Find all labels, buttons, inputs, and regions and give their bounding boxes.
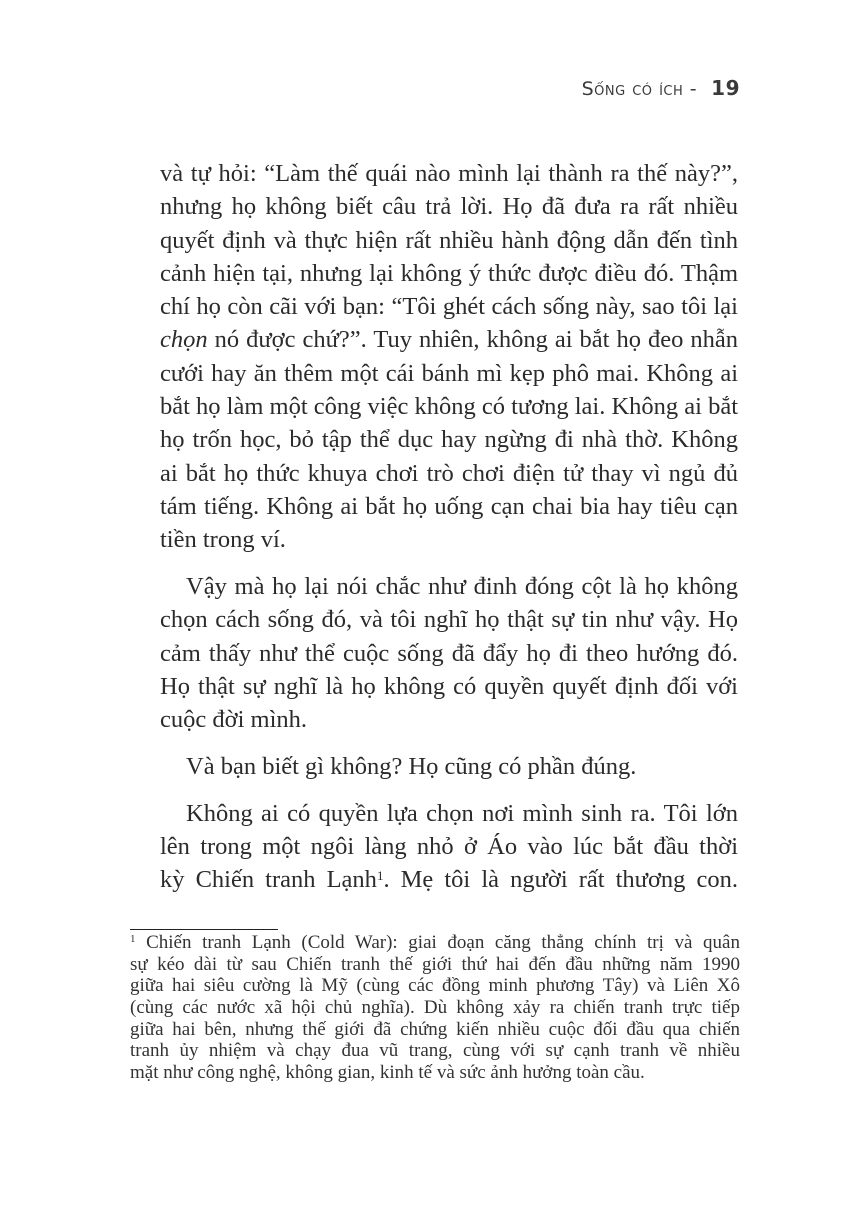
text-line <box>160 390 738 423</box>
body-text <box>160 157 738 910</box>
text-segment: cưới hay ăn thêm một cái bánh mì kẹp phô mai. Không ai <box>160 359 738 387</box>
text-segment: (cùng các nước xã hội chủ nghĩa). Dù không xảy ra chiến tranh trực tiếp <box>130 997 740 1019</box>
text-line <box>130 1062 740 1084</box>
text-segment: tám tiếng. Không ai bắt họ uống cạn chai bia hay tiêu cạn <box>160 492 738 520</box>
emphasis-text: chọn <box>160 326 208 354</box>
text-line <box>160 670 738 703</box>
text-line <box>130 1019 740 1041</box>
text-segment: mặt như công nghệ, không gian, kinh tế và sức ảnh hưởng toàn cầu. <box>130 1062 645 1084</box>
text-line <box>130 954 740 976</box>
footnote <box>130 932 740 1084</box>
text-line <box>130 1040 740 1062</box>
text-line <box>130 997 740 1019</box>
text-segment: kỳ Chiến tranh Lạnh <box>160 866 377 894</box>
text-segment: quyết định và thực hiện rất nhiều hành động dẫn đến tình <box>160 226 738 254</box>
text-segment: Không ai có quyền lựa chọn nơi mình sinh ra. Tôi lớn <box>186 799 738 827</box>
text-segment: tiền trong ví. <box>160 526 286 554</box>
text-line <box>160 224 738 257</box>
text-segment: Họ thật sự nghĩ là họ không có quyền quyết định đối với <box>160 672 738 700</box>
paragraph <box>160 750 738 783</box>
text-line <box>160 750 738 783</box>
text-line <box>130 932 740 954</box>
text-line <box>160 423 738 456</box>
text-segment: cảm thấy như thể cuộc sống đã đẩy họ đi theo hướng đó. <box>160 639 738 667</box>
text-line <box>160 323 738 356</box>
text-segment: chí họ còn cãi với bạn: “Tôi ghét cách sống này, sao tôi lại <box>160 293 738 321</box>
text-segment: nó được chứ?”. Tuy nhiên, không ai bắt họ đeo nhẫn <box>207 326 738 354</box>
text-segment: sự kéo dài từ sau Chiến tranh thế giới thứ hai đến đầu những năm 1990 <box>130 953 740 975</box>
text-line <box>160 257 738 290</box>
text-line <box>130 975 740 997</box>
paragraph <box>160 797 738 897</box>
footnote-divider <box>130 929 278 930</box>
text-segment: bắt họ làm một công việc không có tương lai. Không ai bắt <box>160 393 739 421</box>
footnote-marker[interactable]: 1 <box>130 933 136 945</box>
text-line <box>160 357 738 390</box>
paragraph <box>160 157 738 557</box>
text-line <box>160 830 738 863</box>
text-line <box>160 290 738 323</box>
text-line <box>160 457 738 490</box>
paragraph <box>160 570 738 736</box>
text-segment: và tự hỏi: “Làm thế quái nào mình lại thành ra thế này?”, <box>160 160 738 187</box>
text-line <box>160 190 738 223</box>
text-segment: cảnh hiện tại, nhưng lại không ý thức được điều đó. Thậm <box>160 259 738 287</box>
text-line <box>160 523 738 556</box>
page-number: 19 <box>711 76 740 100</box>
text-segment: cuộc đời mình. <box>160 706 307 734</box>
text-segment: Chiến tranh Lạnh (Cold War): giai đoạn căng thẳng chính trị và quân <box>135 932 740 953</box>
text-segment: giữa hai bên, nhưng thế giới đã chứng kiến nhiều cuộc đối đầu qua chiến <box>130 1018 740 1040</box>
text-line <box>160 703 738 736</box>
running-header <box>582 76 740 100</box>
text-segment: họ trốn học, bỏ tập thể dục hay ngừng đi nhà thờ. Không <box>160 426 738 454</box>
running-title: Sống có ích - <box>581 78 698 100</box>
text-segment: tranh ủy nhiệm và chạy đua vũ trang, cùng với sự cạnh tranh về nhiều <box>130 1040 740 1062</box>
text-line <box>160 863 738 896</box>
text-segment: giữa hai siêu cường là Mỹ (cùng các đồng minh phương Tây) và Liên Xô <box>130 975 740 997</box>
text-line <box>160 637 738 670</box>
text-line <box>160 490 738 523</box>
text-segment: nhưng họ không biết câu trả lời. Họ đã đưa ra rất nhiều <box>160 193 738 221</box>
text-line <box>160 603 738 636</box>
text-line <box>160 157 738 190</box>
text-segment: . Mẹ tôi là người rất thương con. <box>383 866 738 894</box>
footnote-marker[interactable]: 1 <box>376 868 384 884</box>
text-line <box>160 570 738 603</box>
text-line <box>160 797 738 830</box>
text-segment: Và bạn biết gì không? Họ cũng có phần đúng. <box>186 753 637 781</box>
text-segment: ai bắt họ thức khuya chơi trò chơi điện tử thay vì ngủ đủ <box>160 459 738 487</box>
text-segment: lên trong một ngôi làng nhỏ ở Áo vào lúc bắt đầu thời <box>160 833 738 861</box>
text-segment: chọn cách sống đó, và tôi nghĩ họ thật sự tin như vậy. Họ <box>160 606 738 634</box>
text-segment: Vậy mà họ lại nói chắc như đinh đóng cột là họ không <box>186 573 738 601</box>
